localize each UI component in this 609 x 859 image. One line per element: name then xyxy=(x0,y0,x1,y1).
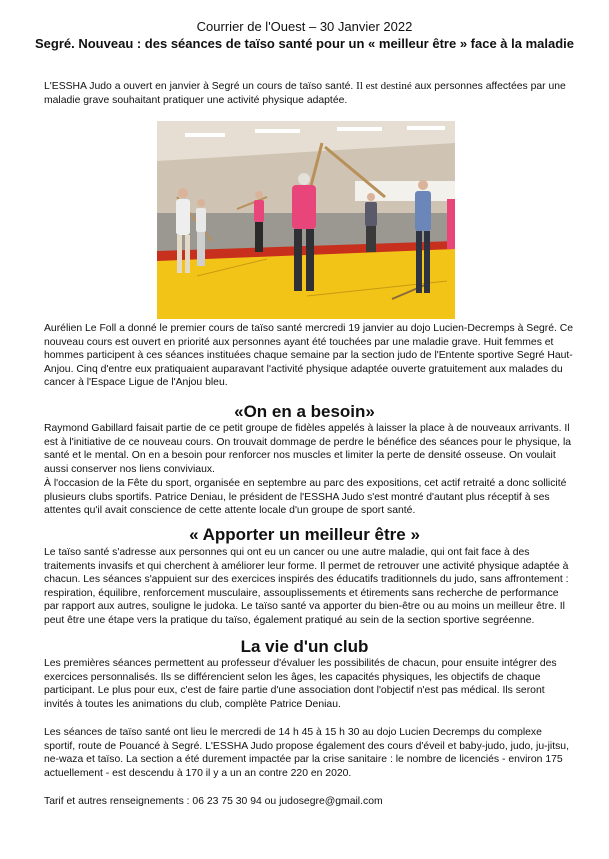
paragraph-5: Les premières séances permettent au professeur d'évaluer les possibilités de chacun, pour ensuite intégrer des exercices personnalisés. Ils se différencient selon les âges, les capacités physiques, les objectifs de chaque participant. Le plus pour eux, c'est de faire partie d'une association dont l'objectif n'est pas médical. Ils seront invités à toutes les animations du club, complète Patrice Deniau. xyxy=(44,658,557,710)
participant-body xyxy=(365,202,377,226)
source-line: Courrier de l'Ouest – 30 Janvier 2022 xyxy=(196,19,413,34)
instructor-leg xyxy=(306,229,314,291)
paragraph-1: Aurélien Le Foll a donné le premier cours de taïso santé mercredi 19 janvier au dojo Lucien-Decremps à Segré. Ce nouveau cours est ouvert en priorité aux personnes ayant été touchées par une maladie grave. Huit femmes et hommes participent à ces séances instituées chaque semaine par la section judo de l'Entente sportive Segré Haut-Anjou. Cinq d'entre eux pratiquaient auparavant l'activité physique adaptée ouverte gratuitement aux malades du cancer à l'Espace Ligue de l'Anjou bleu. xyxy=(44,323,574,389)
intro-part-1: L'ESSHA Judo a ouvert en janvier à Segré un cours de taïso santé. xyxy=(44,81,357,92)
paragraph-4: Le taïso santé s'adresse aux personnes qui ont eu un cancer ou une autre maladie, qui ont fait face à des traitements invasifs et qui cherchent à améliorer leur forme. Il permet de retrouver une activité physique adaptée à chacun. Les séances s'appuient sur des exercices inspirés des éducatifs traditionnels du judo, sans affrontement : respiration, équilibre, renforcement musculaire, assouplissements et étirements sans recherche de performance par rapport aux autres, souligne le judoka. Le taïso santé va apporter du bien-être ou au moins un meilleur être. Il peut être une étape vers la pratique du taïso, également pratiqué au sein de la section sportive segréenne. xyxy=(44,547,569,626)
participant-head xyxy=(418,180,428,190)
subheading-1: «On en a besoin» xyxy=(234,402,375,421)
article-headline: Segré. Nouveau : des séances de taïso santé pour un « meilleur être » face à la maladie xyxy=(35,36,574,51)
intro-part-2: Il est destiné xyxy=(356,80,412,92)
dojo-photo xyxy=(157,121,455,319)
ceiling-light xyxy=(255,129,300,133)
participant-legs xyxy=(197,232,205,266)
participant-body xyxy=(254,200,264,222)
intro-part-3: aux personnes affectées par une maladie grave souhaitant pratiquer une activité physique adaptée. xyxy=(44,81,566,106)
participant-legs xyxy=(366,226,376,252)
ceiling-light xyxy=(185,133,225,137)
participant-body xyxy=(415,191,431,231)
participant-leg xyxy=(185,235,190,273)
participant-edge xyxy=(447,199,455,249)
paragraph-2: Raymond Gabillard faisait partie de ce petit groupe de fidèles appelés à laisser la place à de nouveaux arrivants. Il est à l'initiative de ce nouveau cours. On trouvait dommage de perdre le bénéfice des séances pour le physique, la santé et le mental. On en a besoin pour renforcer nos muscles et limiter la perte de densité osseuse. On voulait aussi conserver nos liens conviviaux. xyxy=(44,423,572,475)
dojo-photo-illustration xyxy=(157,121,455,319)
participant-leg xyxy=(416,231,422,293)
participant-leg xyxy=(424,231,430,293)
contact-line: Tarif et autres renseignements : 06 23 75 30 94 ou judosegre@gmail.com xyxy=(44,796,383,807)
participant-head xyxy=(197,199,205,207)
participant-head xyxy=(178,188,188,198)
intro-paragraph xyxy=(44,80,574,107)
participant-body xyxy=(196,208,206,232)
subheading-3: La vie d'un club xyxy=(240,637,369,656)
participant-head xyxy=(255,191,263,199)
paragraph-3: À l'occasion de la Fête du sport, organisée en septembre au parc des expositions, cet actif retraité a donc sollicité plusieurs clubs sportifs. Patrice Deniau, le président de l'ESSHA Judo s'est montré d'autant plus réceptif à ses attentes qu'il avait conscience de cette attente locale d'un groupe de sport santé. xyxy=(44,478,567,517)
ceiling-light xyxy=(407,126,445,130)
participant-body xyxy=(176,199,190,235)
subheading-2: « Apporter un meilleur être » xyxy=(189,525,420,544)
instructor-leg xyxy=(294,229,302,291)
instructor-head xyxy=(298,173,310,185)
participant-leg xyxy=(177,235,182,273)
ceiling-light xyxy=(337,127,382,131)
participant-legs xyxy=(255,222,263,252)
instructor-body xyxy=(292,185,316,229)
paragraph-6: Les séances de taïso santé ont lieu le mercredi de 14 h 45 à 15 h 30 au dojo Lucien Decremps du complexe sportif, route de Pouancé à Segré. L'ESSHA Judo propose également des cours d'éveil et baby-judo, judo, ju-jitsu, ne-waza et taïso. La section a été durement impactée par la crise sanitaire : le nombre de licenciés - environ 175 actuellement - est descendu à 170 il y a un an contre 220 en 2020. xyxy=(44,727,569,779)
participant-head xyxy=(367,193,375,201)
